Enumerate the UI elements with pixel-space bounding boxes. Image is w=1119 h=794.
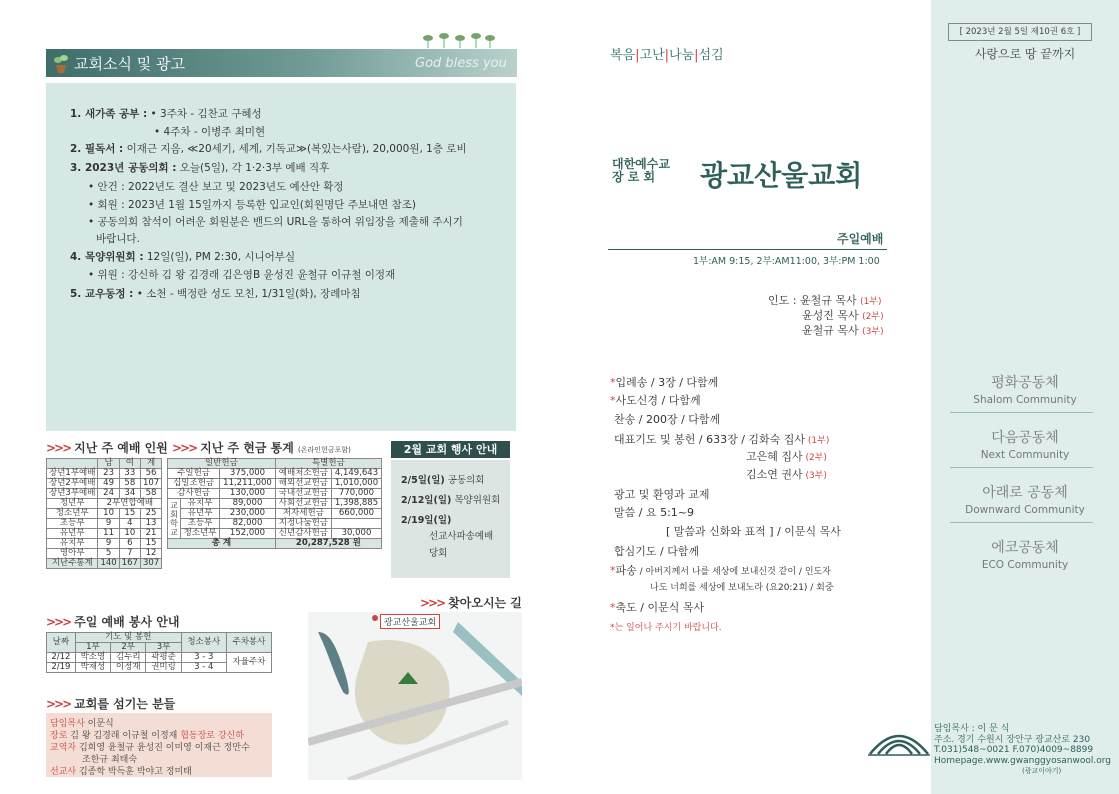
list-item: 2/12일(일) 목양위원회 xyxy=(401,495,501,506)
offering-table xyxy=(167,458,382,549)
order-item: 찬송 / 200장 / 다함께 xyxy=(614,413,721,426)
order-item: 말씀 / 요 5:1~9 xyxy=(614,506,695,519)
order-item: *사도신경 / 다함께 xyxy=(610,394,701,407)
denomination: 대한예수교 장 로 회 xyxy=(612,157,670,184)
notice-line: • 위원 : 강신하 김 왕 김경래 김은영B 윤성진 윤철규 이규철 이정재 xyxy=(88,269,396,281)
order-item: 김소연 권사 (3부) xyxy=(746,468,827,481)
worship-times: 1부:AM 9:15, 2부:AM11:00, 3부:PM 1:00 xyxy=(693,256,880,267)
table-row: 남 여 계 xyxy=(47,459,162,469)
community-item: 평화공동체 Shalom Community xyxy=(973,375,1077,406)
table-row: 십일조헌금 11,211,000 해외선교헌금 1,010,000 xyxy=(168,479,382,489)
tagline: 복음|고난|나눔|섬김 xyxy=(610,48,724,63)
sprout-icon xyxy=(420,28,500,52)
table-row: 감사헌금 130,000 국내선교헌금 770,000 xyxy=(168,489,382,499)
notice-line: • 회원 : 2023년 1월 15일까지 등록한 입교인(회원명단 주보내면 참조) xyxy=(88,199,417,211)
list-item: 2/5일(일) 공동의회 xyxy=(401,475,485,486)
staff-title: >>> 교회를 섬기는 분들 xyxy=(46,697,176,711)
map-church-label: 광교산울교회 xyxy=(380,614,440,629)
homepage-link[interactable]: Homepage.www.gwanggyosanwool.org xyxy=(934,755,1111,766)
header-subtitle: God bless you xyxy=(415,56,507,71)
service-table xyxy=(46,632,272,673)
table-row: 청소년부 152,000 신년감사헌금 30,000 xyxy=(168,529,382,539)
table-row: 장년3부예배 24 34 58 xyxy=(47,489,162,499)
church-logo-icon xyxy=(868,724,930,764)
table-row: 일반헌금 특별헌금 xyxy=(168,459,382,469)
events-title: 2월 교회 행사 안내 xyxy=(391,441,510,458)
notice-line: • 4주차 - 이병주 최미현 xyxy=(154,126,266,138)
list-item: 선교사파송예배 xyxy=(429,531,494,542)
list-item: 선교사 김종학 박득훈 박야고 정미태 xyxy=(50,767,192,777)
church-name: 광교산울교회 xyxy=(700,159,863,192)
table-row: 1부 2부 3부 xyxy=(47,643,272,653)
table-row: 유치부 9 6 15 xyxy=(47,539,162,549)
attendance-title: >>> 지난 주 예배 인원 xyxy=(46,441,168,455)
notice-line: • 안건 : 2022년도 결산 보고 및 2023년도 예산안 확정 xyxy=(88,181,344,193)
table-row: 2/19 박채성 이정재 권미링 3 - 4 xyxy=(47,663,272,673)
order-item: [ 말씀과 신화와 표적 ] / 이문식 목사 xyxy=(666,525,841,538)
address: 주소. 경기 수원시 장안구 광교산로 230 xyxy=(934,734,1091,745)
notice-line: 3. 2023년 공동의회 : 오늘(5일), 각 1·2·3부 예배 직후 xyxy=(70,162,330,174)
notice-line: 5. 교우동정 : • 소천 - 백정란 성도 모친, 1/31일(화), 장례마침 xyxy=(70,288,361,300)
list-item: 당회 xyxy=(429,548,448,559)
list-item: 교역자 김희영 윤철규 윤성진 이미영 이재근 정만수 xyxy=(50,743,250,753)
contact-info xyxy=(934,724,1111,777)
table-row: 초등부 82,000 지정나눔헌금 xyxy=(168,519,382,529)
community-item: 아래로 공동체 Downward Community xyxy=(965,485,1085,516)
list-item: 장로 김 왕 김경래 이규철 이정재 협동장로 강신하 xyxy=(50,731,244,741)
order-item: *입례송 / 3장 / 다함께 xyxy=(610,376,719,389)
events-panel xyxy=(391,460,510,578)
service-title: >>> 주일 예배 봉사 안내 xyxy=(46,615,180,629)
leader-line: 인도 : 윤철규 목사 (1부) xyxy=(768,294,882,307)
table-row: 주일헌금 375,000 예배처소헌금 4,149,643 xyxy=(168,469,382,479)
attendance-table xyxy=(46,458,162,569)
order-item: 광고 및 환영과 교제 xyxy=(614,488,710,501)
homepage-sub: (광교이야기) xyxy=(1022,767,1062,775)
order-item: *파송 / 아버지께서 나를 세상에 보내신것 같이 / 인도자 xyxy=(610,564,831,577)
table-row: 유년부 230,000 저자세헌금 660,000 xyxy=(168,509,382,519)
table-row: 유년부 11 10 21 xyxy=(47,529,162,539)
divider xyxy=(950,412,1093,413)
worship-title: 주일예배 xyxy=(837,232,884,246)
table-row: 장년1부예배 23 33 56 xyxy=(47,469,162,479)
phone: T.031)548~0021 F.070)4009~8899 xyxy=(934,745,1094,755)
list-item: 담임목사 이문식 xyxy=(50,719,114,729)
list-item: 조한규 최태숙 xyxy=(82,755,138,765)
notice-line: 바랍니다. xyxy=(96,233,140,245)
order-item: 고은혜 집사 (2부) xyxy=(746,450,827,463)
leader-line: 윤철규 목사 (3부) xyxy=(802,324,884,337)
notice-panel xyxy=(46,83,516,431)
table-row: 장년2부예배 49 58 107 xyxy=(47,479,162,489)
notice-line: 1. 새가족 공부 : • 3주차 - 김찬교 구혜성 xyxy=(70,108,262,120)
staff-panel xyxy=(46,713,272,777)
notice-line: • 공동의회 참석이 어려운 회원분은 밴드의 URL을 통하여 위임장을 제출해 주시기 xyxy=(88,216,463,228)
pastor-name: 담임목사 : 이 문 식 xyxy=(934,724,1010,734)
divider xyxy=(950,522,1093,523)
map-title: >>> 찾아오시는 길 xyxy=(420,596,522,610)
table-row: 날짜 기도 및 봉헌 청소봉사 주차봉사 xyxy=(47,633,272,643)
community-item: 에코공동체 ECO Community xyxy=(981,540,1069,571)
table-row: 2/12 박소영 김누리 곽평준 3 - 3 자율주차 xyxy=(47,653,272,663)
page-title: 교회소식 및 광고 xyxy=(74,55,185,73)
order-item: 나도 너희를 세상에 보내노라 (요20:21) / 회중 xyxy=(650,583,834,593)
notice-line: 4. 목양위원회 : 12일(일), PM 2:30, 시니어부실 xyxy=(70,251,296,263)
table-row: 총 계 20,287,528 원 xyxy=(168,539,382,549)
table-row: 지난주통계 140 167 307 xyxy=(47,559,162,569)
location-map[interactable] xyxy=(308,612,522,780)
order-item: 합심기도 / 다함께 xyxy=(614,545,700,558)
table-row: 교회학교 유치부 89,000 사회선교헌금 1,398,885 xyxy=(168,499,382,509)
table-row: 영아부 5 7 12 xyxy=(47,549,162,559)
issue-label: [ 2023년 2월 5일 제10권 6호 ] xyxy=(948,23,1092,41)
notice-line: 2. 필독서 : 이재근 지음, ≪20세기, 세계, 기독교≫(복있는사람), 20,000원, 1층 로비 xyxy=(70,143,467,155)
table-row: 초등부 9 4 13 xyxy=(47,519,162,529)
list-item: 2/19일(일) xyxy=(401,515,452,526)
order-item: *축도 / 이문식 목사 xyxy=(610,601,705,614)
community-item: 다음공동체 Next Community xyxy=(980,430,1070,461)
motto: 사랑으로 땅 끝까지 xyxy=(974,47,1076,61)
divider xyxy=(608,249,887,250)
divider xyxy=(950,467,1093,468)
order-item: 대표기도 및 봉헌 / 633장 / 김화숙 집사 (1부) xyxy=(614,433,830,446)
table-row: 청소년부 10 15 25 xyxy=(47,509,162,519)
footnote: *는 일어나 주시기 바랍니다. xyxy=(610,623,722,633)
map-drawing xyxy=(308,612,522,780)
offering-title: >>> 지난 주 현금 통계 (온라인헌금포함) xyxy=(172,441,351,455)
map-pin-icon xyxy=(372,615,378,621)
plant-pot-icon xyxy=(52,53,70,77)
table-row: 청년부 2부연합예배 xyxy=(47,499,162,509)
leader-line: 윤성진 목사 (2부) xyxy=(802,309,884,322)
